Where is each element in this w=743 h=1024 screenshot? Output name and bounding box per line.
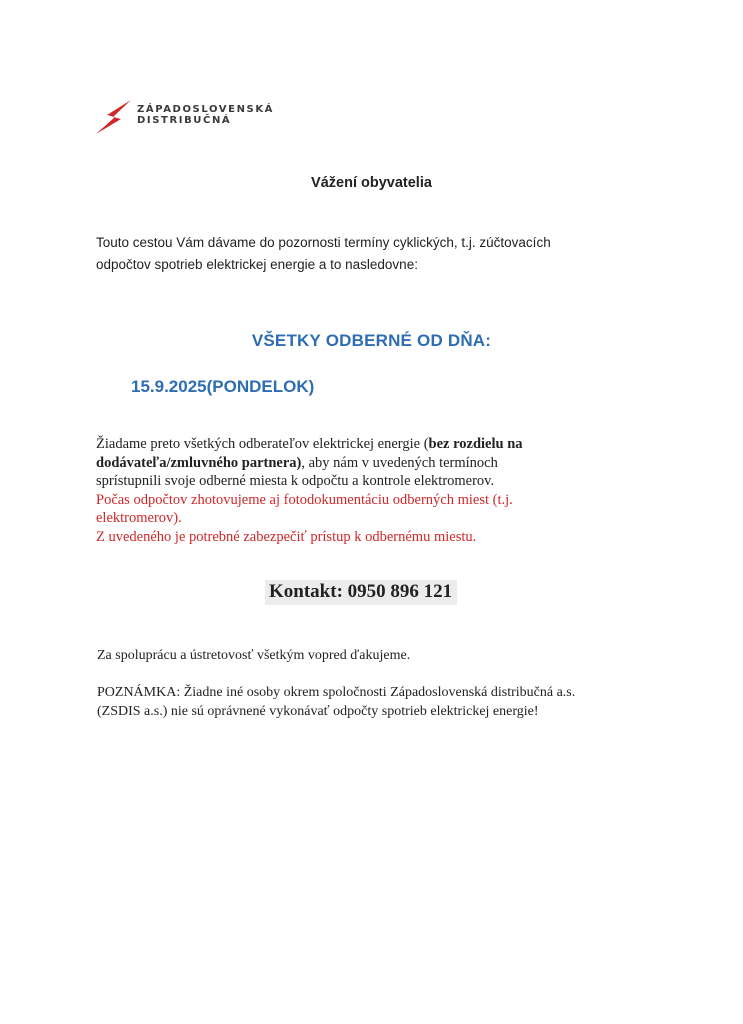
request-line-2 [96,454,676,473]
greeting-heading: Vážení obyvatelia [311,175,432,191]
intro-line-2: odpočtov spotrieb elektrickej energie a to nasledovne: [96,257,418,272]
announcement-date: 15.9.2025(PONDELOK) [131,377,315,396]
company-name-line-2: DISTRIBUČNÁ [137,115,232,126]
warning-line-2: elektromerov). [96,510,182,526]
note-paragraph [97,683,657,721]
note-line-2: (ZSDIS a.s.) nie sú oprávnené vykonávať odpočty spotrieb elektrickej energie! [97,704,539,719]
request-line-2-text: , aby nám v uvedených termínoch [301,454,498,471]
request-line-2-bold: dodávateľa/zmluvného partnera) [96,454,302,471]
intro-line-1: Touto cestou Vám dávame do pozornosti termíny cyklických, t.j. zúčtovacích [96,235,551,250]
company-name-line-1: ZÁPADOSLOVENSKÁ [137,104,275,115]
request-line-3: sprístupnili svoje odberné miesta k odpočtu a kontrole elektromerov. [96,473,495,489]
contact-phone: Kontakt: 0950 896 121 [265,580,457,605]
request-line-1 [96,435,676,454]
thanks-text: Za spoluprácu a ústretovosť všetkým vopred ďakujeme. [97,648,411,663]
company-name [137,104,274,126]
company-logo [95,98,285,138]
lightning-bolt-icon [95,98,133,138]
warning-line-1: Počas odpočtov zhotovujeme aj fotodokumentáciu odberných miest (t.j. [96,491,513,508]
intro-paragraph [96,232,656,276]
note-line-1: POZNÁMKA: Žiadne iné osoby okrem spoločnosti Západoslovenská distribučná a.s. [97,685,576,700]
request-paragraph [96,435,676,546]
announcement-title: VŠETKY ODBERNÉ OD DŇA: [251,331,492,350]
warning-line-3: Z uvedeného je potrebné zabezpečiť prístup k odbernému miestu. [96,528,477,545]
request-line-1-bold: bez rozdielu na [428,436,523,452]
request-line-1-text: Žiadame preto všetkých odberateľov elektrickej energie ( [96,436,429,452]
